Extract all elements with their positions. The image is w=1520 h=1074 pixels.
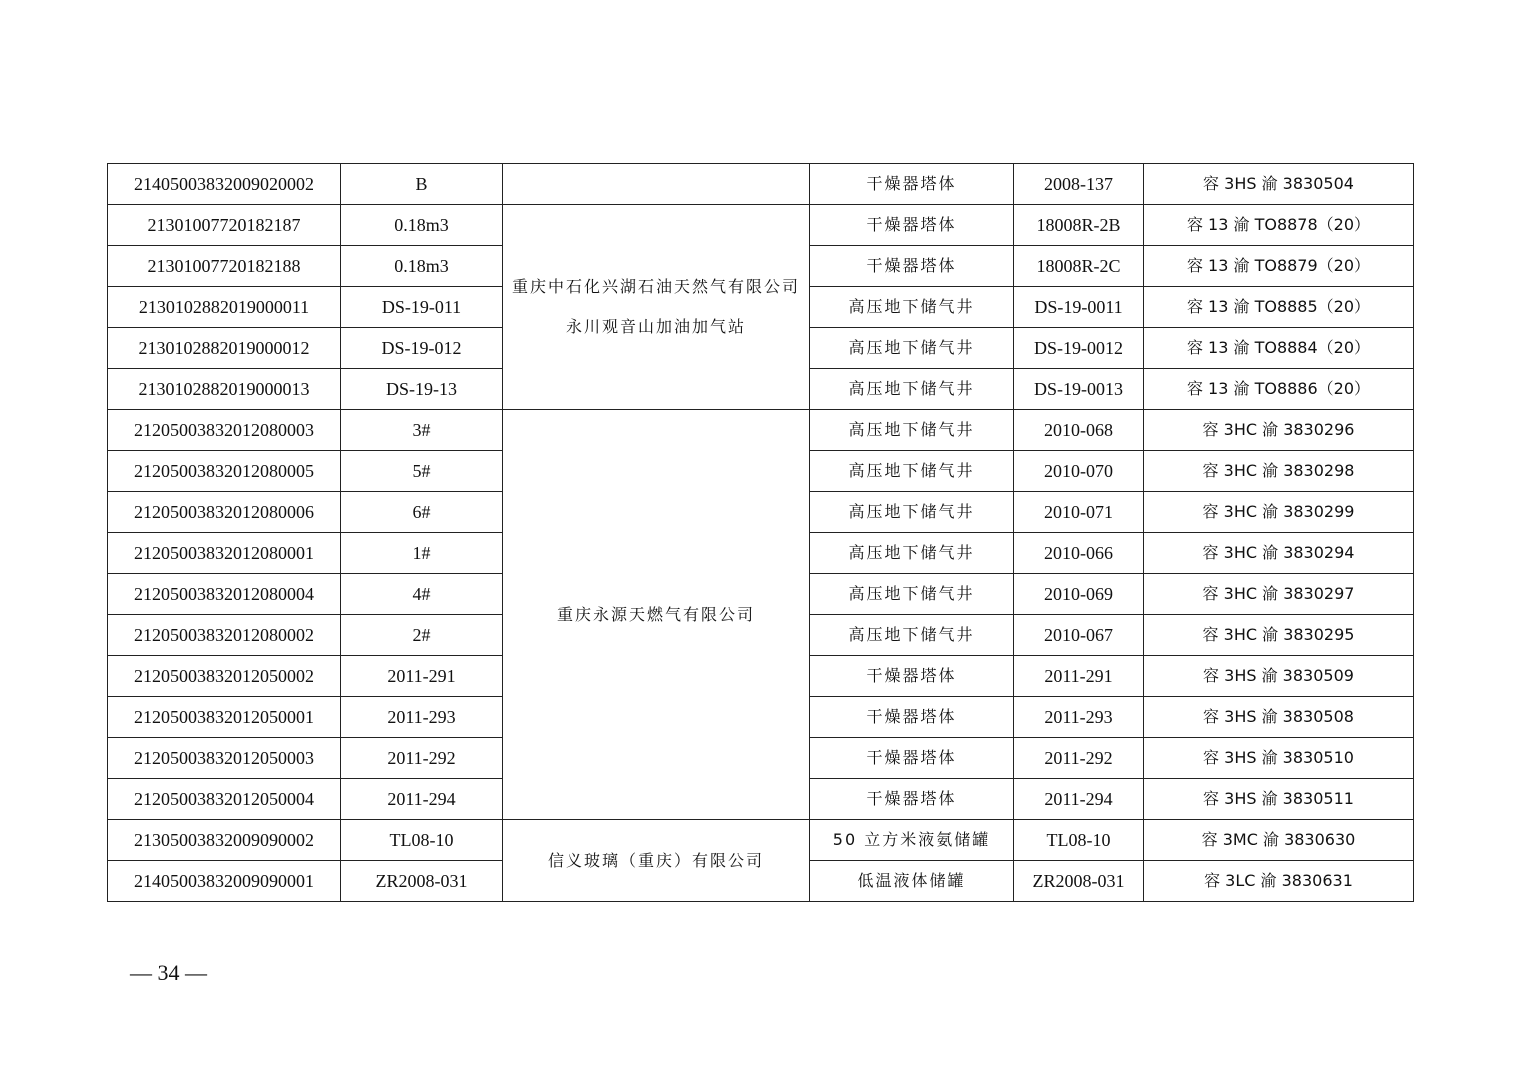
spec-model: DS-19-011 <box>341 287 503 328</box>
registration-code: 21205003832012080001 <box>108 533 341 574</box>
certificate-number: 容 13 渝 TO8878（20） <box>1144 205 1414 246</box>
equipment-name: 高压地下储气井 <box>810 574 1014 615</box>
spec-model: B <box>341 164 503 205</box>
certificate-number: 容 3HS 渝 3830509 <box>1144 656 1414 697</box>
registration-code: 21405003832009020002 <box>108 164 341 205</box>
equipment-name: 高压地下储气井 <box>810 615 1014 656</box>
factory-number: DS-19-0011 <box>1014 287 1144 328</box>
registration-code: 21301007720182187 <box>108 205 341 246</box>
equipment-name: 50 立方米液氨储罐 <box>810 820 1014 861</box>
registration-code: 2130102882019000012 <box>108 328 341 369</box>
certificate-number: 容 13 渝 TO8884（20） <box>1144 328 1414 369</box>
factory-number: 2010-068 <box>1014 410 1144 451</box>
equipment-name: 干燥器塔体 <box>810 205 1014 246</box>
equipment-name: 高压地下储气井 <box>810 533 1014 574</box>
registration-code: 21301007720182188 <box>108 246 341 287</box>
table-row <box>108 205 1414 246</box>
factory-number: ZR2008-031 <box>1014 861 1144 902</box>
spec-model: 0.18m3 <box>341 205 503 246</box>
factory-number: 2011-291 <box>1014 656 1144 697</box>
spec-model: ZR2008-031 <box>341 861 503 902</box>
factory-number: TL08-10 <box>1014 820 1144 861</box>
factory-number: 2011-294 <box>1014 779 1144 820</box>
registration-code: 2130102882019000013 <box>108 369 341 410</box>
registration-code: 21205003832012080002 <box>108 615 341 656</box>
equipment-name: 干燥器塔体 <box>810 656 1014 697</box>
equipment-name: 高压地下储气井 <box>810 369 1014 410</box>
certificate-number: 容 3HC 渝 3830294 <box>1144 533 1414 574</box>
certificate-number: 容 3HS 渝 3830508 <box>1144 697 1414 738</box>
registration-code: 21205003832012050003 <box>108 738 341 779</box>
table-row <box>108 410 1414 451</box>
equipment-name: 干燥器塔体 <box>810 164 1014 205</box>
equipment-name: 干燥器塔体 <box>810 779 1014 820</box>
factory-number: 2011-292 <box>1014 738 1144 779</box>
spec-model: 2# <box>341 615 503 656</box>
registration-code: 21305003832009090002 <box>108 820 341 861</box>
spec-model: 2011-292 <box>341 738 503 779</box>
factory-number: 2010-066 <box>1014 533 1144 574</box>
equipment-name: 干燥器塔体 <box>810 246 1014 287</box>
spec-model: DS-19-13 <box>341 369 503 410</box>
spec-model: 5# <box>341 451 503 492</box>
table-row <box>108 164 1414 205</box>
factory-number: 18008R-2C <box>1014 246 1144 287</box>
equipment-name: 高压地下储气井 <box>810 287 1014 328</box>
factory-number: 18008R-2B <box>1014 205 1144 246</box>
equipment-name: 干燥器塔体 <box>810 697 1014 738</box>
registration-code: 21205003832012050001 <box>108 697 341 738</box>
equipment-name: 低温液体储罐 <box>810 861 1014 902</box>
certificate-number: 容 3HS 渝 3830504 <box>1144 164 1414 205</box>
equipment-name: 高压地下储气井 <box>810 410 1014 451</box>
certificate-number: 容 3HS 渝 3830510 <box>1144 738 1414 779</box>
factory-number: 2010-067 <box>1014 615 1144 656</box>
certificate-number: 容 3HC 渝 3830297 <box>1144 574 1414 615</box>
factory-number: 2010-069 <box>1014 574 1144 615</box>
registration-code: 21205003832012050004 <box>108 779 341 820</box>
user-unit: 重庆永源天燃气有限公司 <box>503 410 810 820</box>
user-unit: 重庆中石化兴湖石油天然气有限公司永川观音山加油加气站 <box>503 205 810 410</box>
user-unit <box>503 164 810 205</box>
registration-code: 21205003832012080004 <box>108 574 341 615</box>
equipment-name: 干燥器塔体 <box>810 738 1014 779</box>
spec-model: 3# <box>341 410 503 451</box>
factory-number: 2010-070 <box>1014 451 1144 492</box>
spec-model: 4# <box>341 574 503 615</box>
certificate-number: 容 13 渝 TO8879（20） <box>1144 246 1414 287</box>
certificate-number: 容 3HC 渝 3830298 <box>1144 451 1414 492</box>
equipment-name: 高压地下储气井 <box>810 492 1014 533</box>
certificate-number: 容 13 渝 TO8885（20） <box>1144 287 1414 328</box>
registration-code: 21205003832012080003 <box>108 410 341 451</box>
certificate-number: 容 3HC 渝 3830296 <box>1144 410 1414 451</box>
registration-code: 21205003832012050002 <box>108 656 341 697</box>
certificate-number: 容 3LC 渝 3830631 <box>1144 861 1414 902</box>
spec-model: 0.18m3 <box>341 246 503 287</box>
registration-code: 2130102882019000011 <box>108 287 341 328</box>
spec-model: TL08-10 <box>341 820 503 861</box>
page-number: — 34 — <box>130 960 207 985</box>
factory-number: 2010-071 <box>1014 492 1144 533</box>
registration-code: 21205003832012080006 <box>108 492 341 533</box>
equipment-name: 高压地下储气井 <box>810 328 1014 369</box>
table-row <box>108 820 1414 861</box>
spec-model: 2011-291 <box>341 656 503 697</box>
registration-code: 21405003832009090001 <box>108 861 341 902</box>
registration-code: 21205003832012080005 <box>108 451 341 492</box>
spec-model: 2011-294 <box>341 779 503 820</box>
certificate-number: 容 3HS 渝 3830511 <box>1144 779 1414 820</box>
equipment-name: 高压地下储气井 <box>810 451 1014 492</box>
spec-model: 2011-293 <box>341 697 503 738</box>
factory-number: DS-19-0013 <box>1014 369 1144 410</box>
spec-model: DS-19-012 <box>341 328 503 369</box>
factory-number: 2008-137 <box>1014 164 1144 205</box>
certificate-number: 容 3MC 渝 3830630 <box>1144 820 1414 861</box>
factory-number: 2011-293 <box>1014 697 1144 738</box>
spec-model: 6# <box>341 492 503 533</box>
certificate-number: 容 13 渝 TO8886（20） <box>1144 369 1414 410</box>
spec-model: 1# <box>341 533 503 574</box>
user-unit: 信义玻璃（重庆）有限公司 <box>503 820 810 902</box>
factory-number: DS-19-0012 <box>1014 328 1144 369</box>
certificate-number: 容 3HC 渝 3830295 <box>1144 615 1414 656</box>
certificate-number: 容 3HC 渝 3830299 <box>1144 492 1414 533</box>
equipment-table <box>107 163 1414 902</box>
